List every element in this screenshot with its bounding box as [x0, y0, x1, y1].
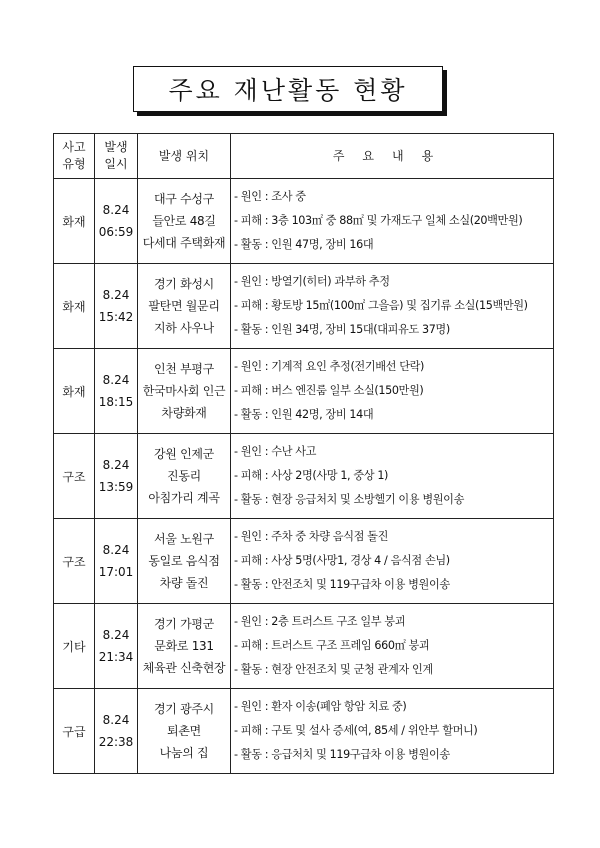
location-line: 다세대 주택화재 — [142, 236, 226, 250]
content-activity: - 활동 : 인원 47명, 장비 16대 — [234, 238, 374, 251]
location-line: 경기 광주시 — [154, 702, 214, 716]
header-date — [95, 134, 138, 179]
cell-location — [138, 434, 231, 519]
location-line: 경기 가평군 — [154, 617, 214, 631]
content-damage: - 피해 : 3층 103㎡ 중 88㎡ 및 가재도구 일체 소실(20백만원) — [234, 214, 523, 227]
cell-time: 21:34 — [98, 650, 134, 664]
location-line: 차량 돌진 — [159, 576, 209, 590]
header-row — [54, 134, 554, 179]
cell-content — [231, 264, 554, 349]
cell-date: 8.24 — [102, 543, 130, 557]
location-line: 한국마사회 인근 — [142, 384, 226, 398]
cell-incident-type: 화재 — [54, 349, 95, 434]
location-line: 나눔의 집 — [159, 746, 209, 760]
content-activity: - 활동 : 응급처치 및 119구급차 이용 병원이송 — [234, 748, 450, 761]
cell-date: 8.24 — [102, 288, 130, 302]
cell-incident-type: 기타 — [54, 604, 95, 689]
cell-time: 13:59 — [98, 480, 134, 494]
content-activity: - 활동 : 인원 34명, 장비 15대(대피유도 37명) — [234, 323, 450, 336]
cell-incident-type: 화재 — [54, 179, 95, 264]
location-line: 진동리 — [167, 469, 201, 483]
content-damage: - 피해 : 구토 및 설사 증세(여, 85세 / 위안부 할머니) — [234, 724, 478, 737]
cell-content — [231, 434, 554, 519]
cell-content — [231, 349, 554, 434]
cell-location — [138, 519, 231, 604]
location-line: 동일로 음식점 — [148, 554, 220, 568]
content-cause: - 원인 : 기계적 요인 추정(전기배선 단락) — [234, 360, 424, 373]
cell-datetime — [95, 434, 138, 519]
cell-datetime — [95, 604, 138, 689]
cell-datetime — [95, 519, 138, 604]
location-line: 퇴촌면 — [167, 724, 201, 738]
location-line: 차량화재 — [161, 406, 207, 420]
content-cause: - 원인 : 환자 이송(폐암 항암 치료 중) — [234, 700, 407, 713]
location-line: 아침가리 계곡 — [148, 491, 220, 505]
cell-location — [138, 349, 231, 434]
cell-content — [231, 179, 554, 264]
content-cause: - 원인 : 조사 중 — [234, 190, 306, 203]
content-damage: - 피해 : 트러스트 구조 프레임 660㎡ 붕괴 — [234, 639, 430, 652]
header-location: 발생 위치 — [138, 134, 231, 179]
table-row — [54, 604, 554, 689]
table-row — [54, 264, 554, 349]
content-damage: - 피해 : 버스 엔진룸 일부 소실(150만원) — [234, 384, 424, 397]
cell-incident-type: 구조 — [54, 519, 95, 604]
page-title: 주요 재난활동 현황 — [168, 76, 408, 105]
table-row — [54, 349, 554, 434]
location-line: 대구 수성구 — [154, 192, 214, 206]
cell-content — [231, 604, 554, 689]
cell-date: 8.24 — [102, 373, 130, 387]
content-activity: - 활동 : 인원 42명, 장비 14대 — [234, 408, 374, 421]
cell-incident-type: 구급 — [54, 689, 95, 774]
cell-datetime — [95, 349, 138, 434]
content-cause: - 원인 : 주차 중 차량 음식점 돌진 — [234, 530, 388, 543]
location-line: 경기 화성시 — [154, 277, 214, 291]
cell-time: 17:01 — [98, 565, 134, 579]
content-activity: - 활동 : 현장 안전조치 및 군청 관계자 인계 — [234, 663, 433, 676]
cell-time: 06:59 — [98, 225, 134, 239]
location-line: 들안로 48길 — [152, 214, 216, 228]
header-date-line2: 일시 — [104, 157, 128, 171]
cell-location — [138, 604, 231, 689]
cell-date: 8.24 — [102, 458, 130, 472]
content-cause: - 원인 : 방열기(히터) 과부하 추정 — [234, 275, 390, 288]
header-type-line1: 사고 — [62, 140, 86, 154]
location-line: 강원 인제군 — [154, 447, 214, 461]
table-row — [54, 519, 554, 604]
table-row — [54, 179, 554, 264]
cell-location — [138, 689, 231, 774]
location-line: 서울 노원구 — [154, 532, 214, 546]
content-damage: - 피해 : 사상 5명(사망1, 경상 4 / 음식점 손님) — [234, 554, 450, 567]
cell-datetime — [95, 689, 138, 774]
header-content: 주요내용 — [231, 134, 554, 179]
cell-location — [138, 264, 231, 349]
content-cause: - 원인 : 2층 트러스트 구조 일부 붕괴 — [234, 615, 406, 628]
cell-date: 8.24 — [102, 628, 130, 642]
content-cause: - 원인 : 수난 사고 — [234, 445, 317, 458]
cell-time: 18:15 — [98, 395, 134, 409]
location-line: 문화로 131 — [154, 639, 214, 653]
cell-date: 8.24 — [102, 713, 130, 727]
header-type — [54, 134, 95, 179]
location-line: 인천 부평구 — [154, 362, 214, 376]
cell-location — [138, 179, 231, 264]
content-damage: - 피해 : 황토방 15㎡(100㎡ 그을음) 및 집기류 소실(15백만원) — [234, 299, 528, 312]
disaster-table — [53, 133, 554, 774]
content-activity: - 활동 : 현장 응급처치 및 소방헬기 이용 병원이송 — [234, 493, 464, 506]
cell-incident-type: 구조 — [54, 434, 95, 519]
table-row — [54, 689, 554, 774]
cell-time: 15:42 — [98, 310, 134, 324]
location-line: 체육관 신축현장 — [142, 661, 226, 675]
location-line: 지하 사우나 — [154, 321, 214, 335]
cell-datetime — [95, 264, 138, 349]
location-line: 팔탄면 월문리 — [148, 299, 220, 313]
cell-content — [231, 519, 554, 604]
header-date-line1: 발생 — [104, 140, 128, 154]
content-damage: - 피해 : 사상 2명(사망 1, 중상 1) — [234, 469, 389, 482]
table-row — [54, 434, 554, 519]
cell-date: 8.24 — [102, 203, 130, 217]
title-box — [133, 66, 443, 112]
cell-content — [231, 689, 554, 774]
content-activity: - 활동 : 안전조치 및 119구급차 이용 병원이송 — [234, 578, 450, 591]
cell-time: 22:38 — [98, 735, 134, 749]
cell-datetime — [95, 179, 138, 264]
cell-incident-type: 화재 — [54, 264, 95, 349]
header-type-line2: 유형 — [62, 157, 86, 171]
